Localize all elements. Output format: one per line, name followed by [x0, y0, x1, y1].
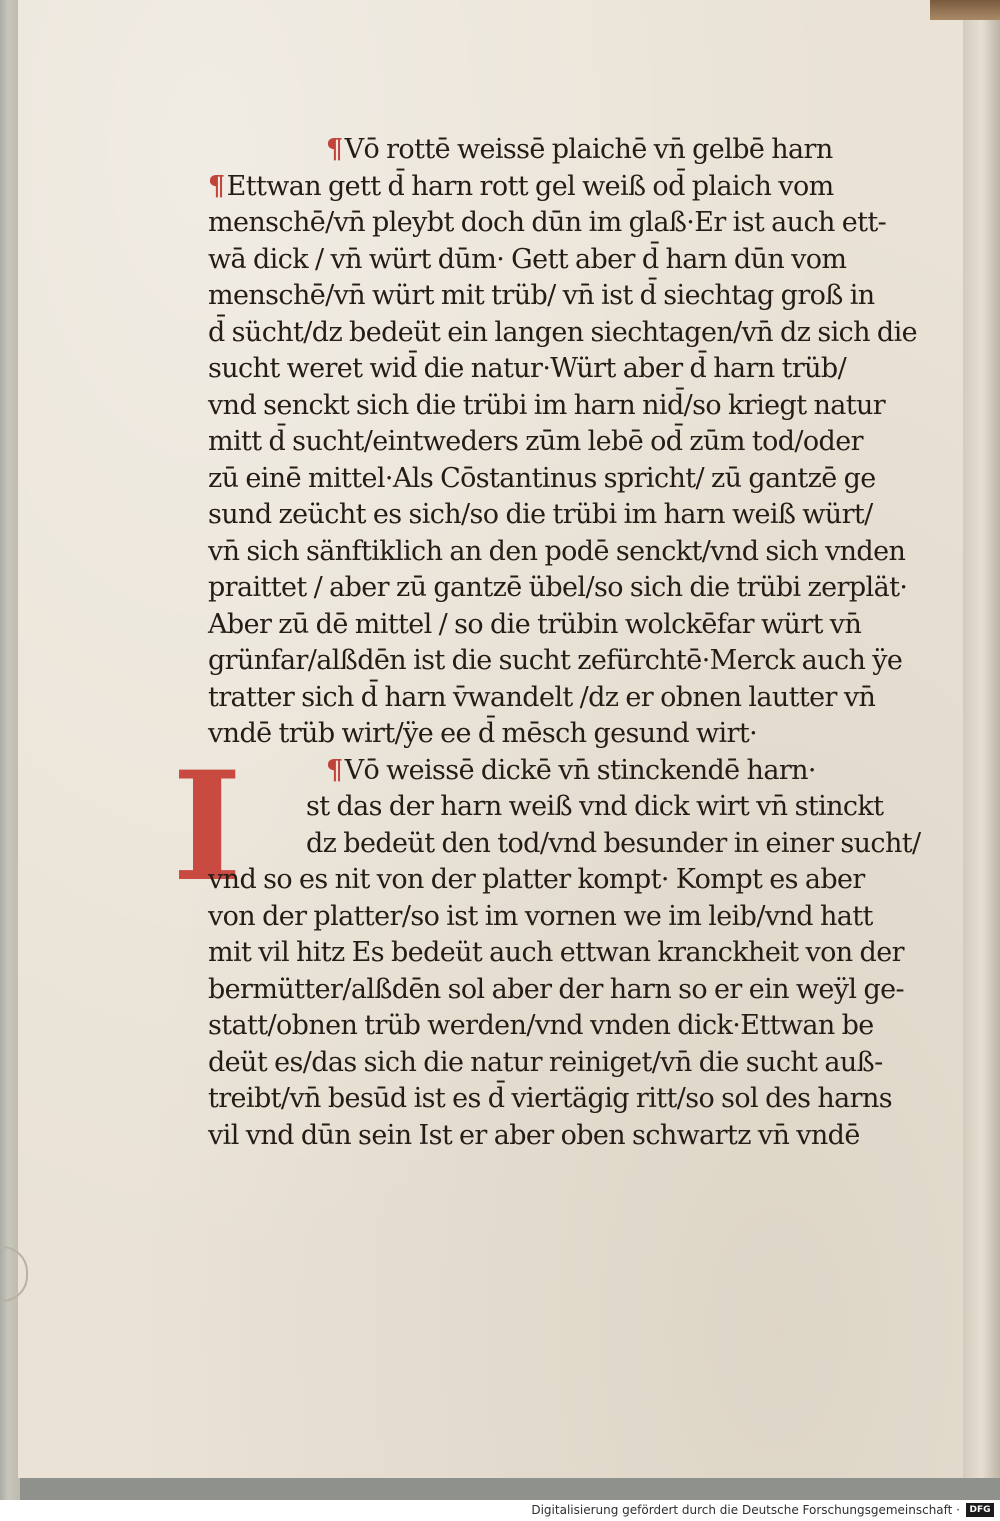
- heading-1: Vō rottē weissē plaichē vn̄ gelbē harn: [344, 134, 833, 165]
- text-line: sund zeücht es sich/so die trübi im harn weiß würt/: [208, 499, 873, 530]
- text-line: grünfar/alßdēn ist die sucht zefürchtē·Merck auch ÿe: [208, 645, 903, 676]
- text-line: praittet / aber zū gantzē übel/so sich die trübi zerplät·: [208, 572, 908, 603]
- text-line: vn̄ sich sänftiklich an den podē senckt/vnd sich vnden: [208, 535, 906, 567]
- heading-2: Vō weissē dickē vn̄ stinckendē harn·: [344, 754, 816, 786]
- paragraph-mark-icon: ¶: [326, 134, 343, 165]
- text-line-content: Ettwan gett d̄ harn rott gel weiß od̄ plaich vom: [226, 170, 834, 202]
- text-block: [208, 132, 921, 1154]
- paragraph-mark-icon: ¶: [326, 754, 343, 786]
- text-line: sucht weret wid̄ die natur·Würt aber d̄ harn trüb/: [208, 353, 847, 384]
- text-line: mitt d̄ sucht/eintweders zūm lebē od̄ zūm tod/oder: [208, 426, 863, 457]
- text-line: tratter sich d̄ harn v̄wandelt /dz er obnen lautter vn̄: [208, 681, 876, 713]
- text-line: Aber zū dē mittel / so die trübin wolckēfar würt vn̄: [208, 608, 862, 640]
- text-line: statt/obnen trüb werden/vnd vnden dick·Ettwan be: [208, 1010, 874, 1041]
- text-line: vnd so es nit von der platter kompt· Kompt es aber: [208, 864, 865, 895]
- book-binding: [930, 0, 1000, 20]
- text-line: menschē/vn̄ würt mit trüb/ vn̄ ist d̄ siechtag groß in: [208, 280, 875, 311]
- heading-2-line: [208, 753, 848, 790]
- text-line: [208, 169, 848, 206]
- dfg-logo: DFG: [966, 1503, 994, 1517]
- footer-credit: Digitalisierung gefördert durch die Deutsche Forschungsgemeinschaft ·: [531, 1503, 960, 1517]
- initial-letter: I: [172, 739, 243, 915]
- heading-1-line: [208, 132, 848, 169]
- text-line: treibt/vn̄ besūd ist es d̄ viertägig ritt/so sol des harns: [208, 1083, 893, 1114]
- text-line: st das der harn weiß vnd dick wirt vn̄ stinckt: [306, 791, 884, 822]
- text-line: bermütter/alßdēn sol aber der harn so er ein weÿl ge-: [208, 973, 905, 1005]
- text-line: deüt es/das sich die natur reiniget/vn̄ die sucht auß-: [208, 1046, 883, 1078]
- text-line: zū einē mittel·Als Cōstantinus spricht/ zū gantzē ge: [208, 462, 876, 494]
- text-line: wā dick / vn̄ würt dūm· Gett aber d̄ harn dūn vom: [208, 243, 847, 275]
- right-page-edge: [963, 0, 1000, 1478]
- text-line: von der platter/so ist im vornen we im leib/vnd hatt: [208, 900, 873, 932]
- text-line: vnd senckt sich die trübi im harn nid̄/so kriegt natur: [208, 389, 886, 421]
- text-line: vil vnd dūn sein Ist er aber oben schwartz vn̄ vndē: [208, 1119, 860, 1151]
- text-line: menschē/vn̄ pleybt doch dūn im glaß·Er ist auch ett-: [208, 207, 887, 238]
- text-line: dz bedeüt den tod/vnd besunder in einer sucht/: [306, 827, 921, 859]
- text-line: d̄ sücht/dz bedeüt ein langen siechtagen/vn̄ dz sich die: [208, 316, 918, 348]
- paragraph-mark-icon: ¶: [208, 170, 225, 202]
- text-line: mit vil hitz Es bedeüt auch ettwan kranckheit von der: [208, 937, 904, 968]
- text-line: vndē trüb wirt/ÿe ee d̄ mēsch gesund wirt·: [208, 718, 758, 749]
